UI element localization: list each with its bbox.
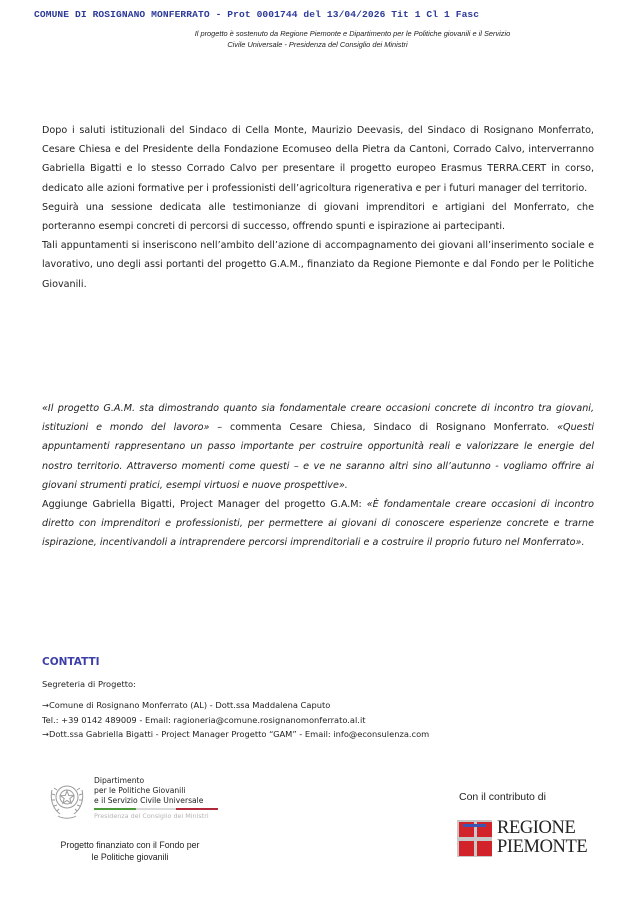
dept-logo-line-2: per le Politiche Giovanili [94,786,186,796]
body-section-1 [42,121,594,294]
paragraph-context: Tali appuntamenti si inseriscono nell’ambito dell’azione di accompagnamento dei giovani all’inserimento sociale e lavorativo, uno degli assi portanti del progetto G.A.M., finanziato da Regione Piemonte e dal Fondo per le Politiche Giovanili. [42,240,594,290]
support-note-line-2: Civile Universale - Presidenza del Consiglio dei Ministri [227,39,408,49]
contacts-block [42,678,429,742]
piemonte-flag-icon [457,820,492,857]
attribution-chiesa: – commenta Cesare Chiesa, Sindaco di Rosignano Monferrato. [209,422,558,434]
support-note [0,29,635,50]
body-section-quotes [42,399,594,553]
tricolor-white [136,808,176,810]
funded-note-line-1: Progetto finanziato con il Fondo per [60,840,200,850]
tricolor-green [94,808,136,810]
dept-logo-line-3: e il Servizio Civile Universale [94,796,204,806]
contribution-label: Con il contributo di [459,791,546,803]
dept-logo-line-1: Dipartimento [94,776,145,785]
dept-politiche-giovanili-logo [46,776,246,826]
dept-logo-text [94,776,203,807]
contacts-heading: CONTATTI [42,656,100,668]
flag-square-bl [459,841,474,856]
piemonte-logo-line-2: PIEMONTE [497,837,588,857]
contact-line-phone-email[interactable]: Tel.: +39 0142 489009 - Email: ragioneria@comune.rosignanomonferrato.al.it [42,714,366,725]
italian-republic-emblem-icon [46,778,88,822]
tricolor-red [176,808,218,810]
flag-square-br [477,841,492,856]
paragraph-quote-chiesa [42,399,594,495]
attribution-bigatti: Aggiunge Gabriella Bigatti, Project Manager del progetto G.A.M: [42,499,367,511]
quote-chiesa-2: «Questi appuntamenti rappresentano un passo importante per costruire opportunità reali e valorizzare le energie del nostro territorio. Attraverso momenti come questi – e ve ne saranno altri sino all’autunno - vogliamo offrire ai giovani strumenti pratici, esempi virtuosi e nuove prospettive». [42,422,594,491]
contact-line-bigatti[interactable]: →Dott.ssa Gabriella Bigatti - Project Manager Progetto “GAM” - Email: info@econsulenza.com [42,729,430,739]
contact-line-comune: →Comune di Rosignano Monferrato (AL) - Dott.ssa Maddalena Caputo [42,700,331,710]
funded-note-line-2: le Politiche giovanili [91,851,169,862]
tricolor-underline [94,808,218,810]
support-note-line-1: Il progetto è sostenuto da Regione Piemonte e Dipartimento per le Politiche giovanili e il Servizio [194,29,511,38]
paragraph-session: Seguirà una sessione dedicata alle testimonianze di giovani imprenditori e artigiani del Monferrato, che porteranno esempi concreti di percorsi di successo, offrendo spunti e ispirazione ai partecipanti. [42,201,594,233]
presidenza-label: Presidenza del Consiglio dei Ministri [94,812,209,820]
piemonte-logo-text [497,819,587,857]
piemonte-logo-line-1: REGIONE [497,818,576,838]
quote-chiesa-1: «Il progetto G.A.M. sta dimostrando quanto sia fondamentale creare occasioni concrete di incontro tra giovani, istituzioni e mondo del lavoro» [42,403,594,434]
protocol-stamp: COMUNE DI ROSIGNANO MONFERRATO - Prot 0001744 del 13/04/2026 Tit 1 Cl 1 Fasc [34,9,480,20]
flag-label-bar [463,824,486,827]
contacts-segreteria: Segreteria di Progetto: [42,679,136,689]
paragraph-intro: Dopo i saluti istituzionali del Sindaco di Cella Monte, Maurizio Deevasis, del Sindaco di Rosignano Monferrato, Cesare Chiesa e del Presidente della Fondazione Ecomuseo della Pietra da Cantoni, Corrado Calvo, interverranno Gabriella Bigatti e lo stesso Corrado Calvo per presentare il progetto europeo Erasmus TERRA.CERT in corso, dedicato alle azioni formative per i professionisti dell’agricoltura rigenerativa e per i futuri manager del territorio. [42,125,594,194]
funded-note [40,840,220,863]
paragraph-quote-bigatti [42,495,594,553]
quote-bigatti: «È fondamentale creare occasioni di incontro diretto con imprenditori e professionisti, per permettere ai giovani di conoscere esperienze concrete e trarne ispirazione, incentivandoli a intraprendere percorsi imprenditoriali e a costruire il proprio futuro nel Monferrato». [42,499,594,549]
regione-piemonte-logo [457,820,597,860]
